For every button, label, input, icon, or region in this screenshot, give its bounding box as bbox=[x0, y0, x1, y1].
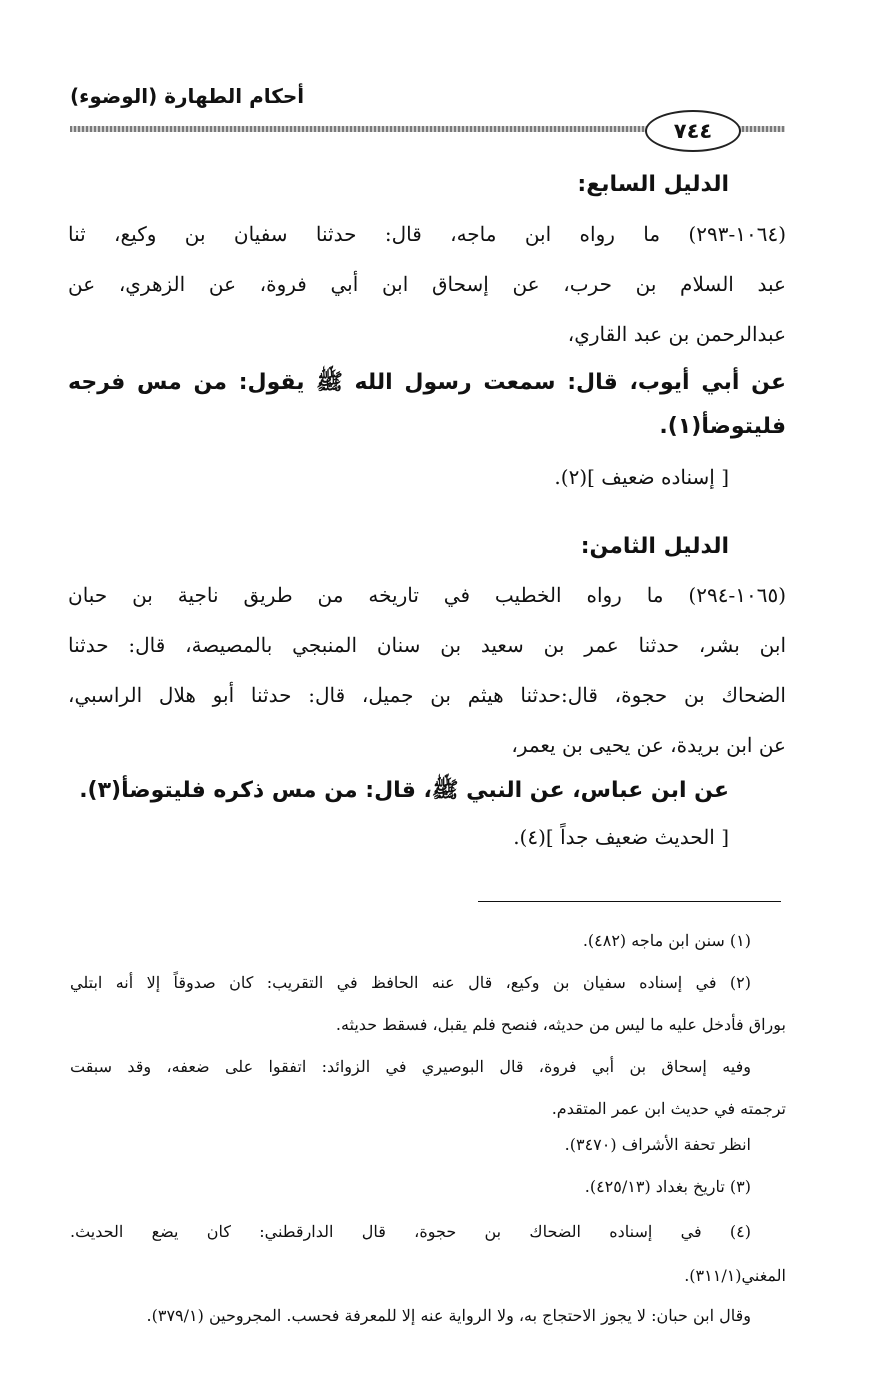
hadith-grade: [ الحديث ضعيف جداً ](٤). bbox=[513, 825, 729, 849]
isnad-line: (١٠٦٥-٢٩٤) ما رواه الخطيب في تاريخه من طريق ناجية بن حبان bbox=[68, 583, 786, 607]
footnote-1: (١) سنن ابن ماجه (٤٨٢). bbox=[582, 931, 751, 950]
isnad-line: ابن بشر، حدثنا عمر بن سعيد بن سنان المنبجي بالمصيصة، قال: حدثنا bbox=[68, 633, 787, 657]
footnote-4-continued: وقال ابن حبان: لا يجوز الاحتجاج به، ولا الرواية عنه إلا للمعرفة فحسب. المجروحين (٣٧٩/١). bbox=[146, 1306, 751, 1325]
hadith-grade: [ إسناده ضعيف ](٢). bbox=[554, 465, 729, 489]
hadith-text-line: عن أبي أيوب، قال: سمعت رسول الله ﷺ يقول: من مس فرجه bbox=[68, 370, 786, 395]
isnad-line: (١٠٦٤-٢٩٣) ما رواه ابن ماجه، قال: حدثنا سفيان بن وكيع، ثنا bbox=[68, 222, 786, 246]
isnad-line: الضحاك بن حجوة، قال:حدثنا هيثم بن جميل، قال: حدثنا أبو هلال الراسبي، bbox=[68, 683, 786, 707]
hadith-text-line: عن ابن عباس، عن النبي ﷺ، قال: من مس ذكره فليتوضأ(٣). bbox=[79, 778, 729, 803]
footnote-2-continued: وفيه إسحاق بن أبي فروة، قال البوصيري في الزوائد: اتفقوا على ضعفه، وقد سبقت bbox=[70, 1057, 751, 1076]
page-number-badge: ٧٤٤ bbox=[645, 110, 741, 152]
footnote-2: (٢) في إسناده سفيان بن وكيع، قال عنه الحافظ في التقريب: كان صدوقاً إلا أنه ابتلي bbox=[70, 973, 752, 992]
hadith-text-line: فليتوضأ(١). bbox=[659, 414, 786, 439]
running-header-title: أحكام الطهارة (الوضوء) bbox=[70, 84, 305, 108]
footnote-2-continued: انظر تحفة الأشراف (٣٤٧٠). bbox=[564, 1135, 751, 1154]
isnad-line: عبد السلام بن حرب، عن إسحاق ابن أبي فروة، عن الزهري، عن bbox=[68, 272, 786, 296]
footnote-4-continued: المغني(٣١١/١). bbox=[684, 1266, 786, 1285]
section-heading-seventh: الدليل السابع: bbox=[577, 172, 729, 197]
footnote-2-continued: ترجمته في حديث ابن عمر المتقدم. bbox=[551, 1099, 786, 1118]
isnad-line: عن ابن بريدة، عن يحيى بن يعمر، bbox=[511, 733, 786, 757]
isnad-line: عبدالرحمن بن عبد القاري، bbox=[567, 322, 786, 346]
footnote-separator bbox=[478, 901, 781, 902]
section-heading-eighth: الدليل الثامن: bbox=[580, 534, 729, 559]
footnote-2-continued: بوراق فأدخل عليه ما ليس من حديثه، فنصح فلم يقبل، فسقط حديثه. bbox=[335, 1015, 786, 1034]
footnote-3: (٣) تاريخ بغداد (٤٢٥/١٣). bbox=[584, 1177, 751, 1196]
footnote-4: (٤) في إسناده الضحاك بن حجوة، قال الدارقطني: كان يضع الحديث. bbox=[70, 1222, 751, 1241]
